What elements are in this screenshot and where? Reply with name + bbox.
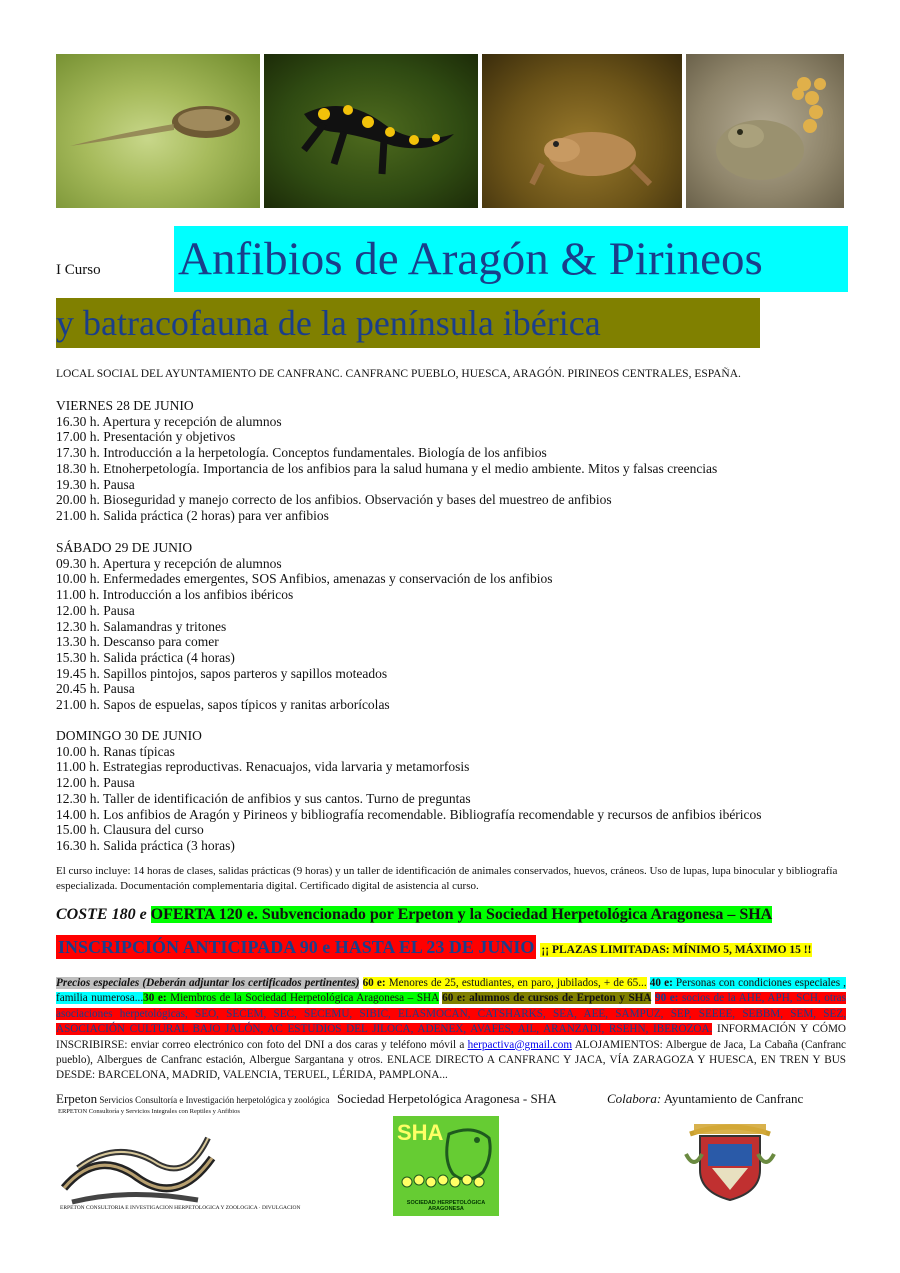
location-line: LOCAL SOCIAL DEL AYUNTAMIENTO DE CANFRANC. CANFRANC PUEBLO, HUESCA, ARAGÓN. PIRINEOS CENTRALES, ESPAÑA. [56, 368, 741, 380]
schedule-item: 19.45 h. Sapillos pintojos, sapos parteros y sapillos moteados [56, 665, 388, 681]
cost-offer: OFERTA 120 e. Subvencionado por Erpeton y la Sociedad Herpetológica Aragonesa – SHA [150, 906, 773, 923]
schedule-item: 21.00 h. Salida práctica (2 horas) para ver anfibios [56, 507, 329, 523]
erpeton-label: Erpeton Servicios Consultoría e Investigación herpetológica y zoológica [56, 1091, 330, 1106]
course-number: I Curso [56, 262, 101, 278]
schedule-day-friday [56, 398, 717, 524]
schedule-item: 11.00 h. Estrategias reproductivas. Renacuajos, vida larvaria y metamorfosis [56, 759, 470, 775]
frog-photo [482, 54, 682, 208]
early-inscription: INSCRIPCIÓN ANTICIPADA 90 e HASTA EL 23 DE JUNIO [58, 937, 535, 957]
info-text-a: INFORMACIÓN Y CÓMO INSCRIBIRSE: enviar correo electrónico con foto del DNI a dos caras y teléfono móvil a [56, 1023, 846, 1051]
schedule-item: 10.00 h. Ranas típicas [56, 743, 175, 759]
tadpole-icon [56, 54, 260, 208]
schedule-item: 12.00 h. Pausa [56, 775, 135, 791]
price-60-a: 60 e: Menores de 25, estudiantes, en paro, jubilados, + de 65... [362, 977, 647, 989]
erpeton-small-text: ERPETON Consultoría y Servicios Integrales con Reptiles y Anfibios [58, 1108, 240, 1115]
schedule-item: 15.30 h. Salida práctica (4 horas) [56, 649, 235, 665]
schedule-item: 12.30 h. Taller de identificación de anfibios y sus cantos. Turno de preguntas [56, 790, 471, 806]
course-includes: El curso incluye: 14 horas de clases, salidas prácticas (9 horas) y un taller de identificación de animales conservados, huevos, cráneos. Uso de lupas, lupa binocular y bibliografía especializada. Documentación complementaria digital. Certificado digital de asistencia al curso. [56, 865, 838, 892]
sha-logo-text: SHA [397, 1120, 444, 1145]
schedule-item: 17.30 h. Introducción a la herpetología. Conceptos fundamentales. Biología de los anfibios [56, 445, 547, 461]
schedule-day-sunday [56, 728, 762, 854]
colabora-label: Colabora: Ayuntamiento de Canfranc [607, 1091, 804, 1106]
schedule-item: 11.00 h. Introducción a los anfibios ibéricos [56, 587, 294, 603]
salamander-icon [264, 54, 478, 208]
day-heading: SÁBADO 29 DE JUNIO [56, 540, 193, 555]
day-heading: DOMINGO 30 DE JUNIO [56, 728, 202, 743]
price-30: 30 e: Miembros de la Sociedad Herpetológica Aragonesa – SHA [143, 992, 439, 1005]
schedule-item: 09.30 h. Apertura y recepción de alumnos [56, 555, 282, 571]
page-subtitle: y batracofauna de la península ibérica [56, 298, 760, 348]
schedule-item: 15.00 h. Clausura del curso [56, 822, 204, 838]
day-heading: VIERNES 28 DE JUNIO [56, 398, 194, 413]
schedule-item: 16.30 h. Salida práctica (3 horas) [56, 837, 235, 853]
frog-icon [482, 54, 682, 208]
schedule-item: 19.30 h. Pausa [56, 476, 135, 492]
limited-places: ¡¡ PLAZAS LIMITADAS: MÍNIMO 5, MÁXIMO 15 !! [541, 944, 812, 956]
schedule-item: 13.30 h. Descanso para comer [56, 634, 219, 650]
fire-salamander-photo [264, 54, 478, 208]
schedule-item: 21.00 h. Sapos de espuelas, sapos típicos y ranitas arborícolas [56, 697, 390, 713]
sha-logo [393, 1116, 499, 1216]
title-row [56, 226, 846, 292]
schedule-item: 12.00 h. Pausa [56, 602, 135, 618]
page-title: Anfibios de Aragón & Pirineos [174, 226, 848, 292]
info-text-b: ALOJAMIENTOS: Albergue de Jaca, La Cabaña (Canfranc pueblo), Albergues de Canfranc estación, Albergue Sargantana y otros. ENLACE DIRECTO A CANFRANC Y JACA, VÍA ZARAGOZA Y HUESCA, EN TREN Y BUS DESDE: BARCELONA, MADRID, VALENCIA, TERUEL, LÉRIDA, PAMPLONA... [56, 1038, 846, 1082]
schedule-item: 10.00 h. Enfermedades emergentes, SOS Anfibios, amenazas y conservación de los anfibios [56, 571, 553, 587]
sha-logo-caption: SOCIEDAD HERPETOLÓGICA ARAGONESA [406, 1200, 486, 1212]
sha-label: Sociedad Herpetológica Aragonesa - SHA [337, 1091, 557, 1106]
tadpole-photo [56, 54, 260, 208]
schedule-day-saturday [56, 540, 553, 713]
price-60-b: 60 e: alumnos de cursos de Erpeton y SHA [442, 992, 652, 1005]
photo-strip [56, 54, 844, 208]
email-link[interactable]: herpactiva@gmail.com [467, 1038, 573, 1051]
prices-intro: Precios especiales (Deberán adjuntar los certificados pertinentes) [56, 977, 360, 989]
schedule-item: 14.00 h. Los anfibios de Aragón y Pirineos y bibliografía recomendable. Bibliografía recomendable y recursos de anfibios ibéricos [56, 806, 762, 822]
special-prices [56, 976, 846, 1084]
schedule-item: 17.00 h. Presentación y objetivos [56, 429, 236, 445]
price-40: 40 e: Personas con condiciones especiales , familia numerosa... [56, 977, 846, 1005]
schedule-item: 20.45 h. Pausa [56, 681, 135, 697]
toad-icon [686, 54, 844, 208]
erpeton-logo-caption: ERPETON CONSULTORIA E INVESTIGACION HERPETOLOGICA Y ZOOLOGICA · DIVULGACION [60, 1205, 301, 1211]
schedule-item: 20.00 h. Bioseguridad y manejo correcto de los anfibios. Observación y bases del muestreo de anfibios [56, 492, 612, 508]
canfranc-coat-of-arms-icon [684, 1120, 776, 1204]
price-90: 90 e: socios de la AHE, APH, SCH, otras asociaciones herpetológicas, SEO, SECEM, SEC, SECEMU, SIBIC, ELASMOCAN, CATSHARKS, SEA, AEE, SAMPUZ, SEP, SEEEE, SEBBM, SEM, SEZ, ASOCIACIÓN CULTURAL BAJO JALÓN, AC ESTUDIOS DEL JILOCA, ADENEX, AVAFES, AIL, ARANZADI, RSEHN, IBEROZOA. [56, 992, 846, 1036]
schedule-item: 16.30 h. Apertura y recepción de alumnos [56, 413, 282, 429]
midwife-toad-photo [686, 54, 844, 208]
schedule-item: 18.30 h. Etnoherpetología. Importancia de los anfibios para la salud humana y el medio ambiente. Mitos y falsas creencias [56, 460, 718, 476]
erpeton-snake-logo-icon [58, 1118, 218, 1208]
inscription-line [56, 937, 812, 958]
cost-line [56, 906, 772, 924]
cost-price: COSTE 180 e [56, 906, 147, 923]
schedule-item: 12.30 h. Salamandras y tritones [56, 618, 227, 634]
